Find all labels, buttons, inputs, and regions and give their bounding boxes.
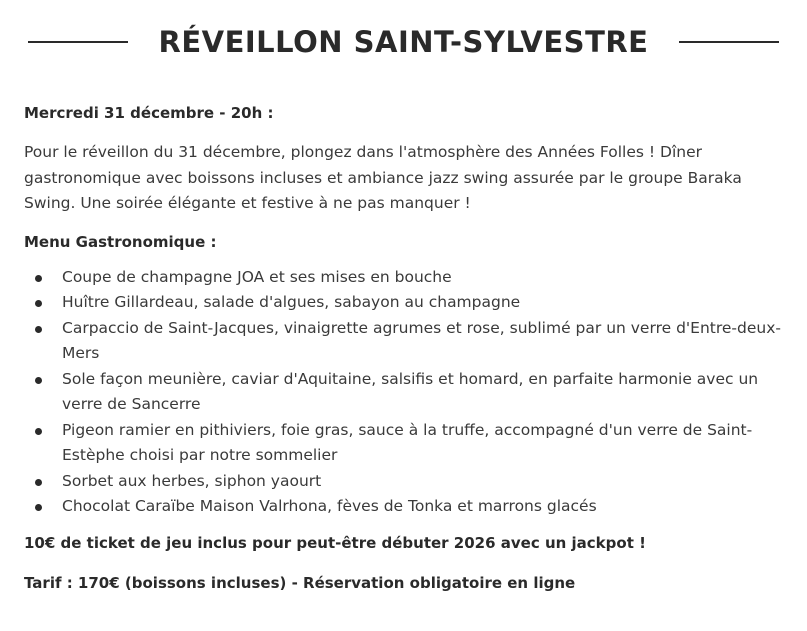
menu-list — [24, 265, 784, 520]
title-left-rule — [28, 41, 128, 43]
menu-item-text: Huître Gillardeau, salade d'algues, sabayon au champagne — [62, 293, 521, 311]
menu-item-text: Sole façon meunière, caviar d'Aquitaine, salsifis et homard, en parfaite harmonie avec un verre de Sancerre — [62, 369, 759, 413]
page-title: RÉVEILLON SAINT-SYLVESTRE — [158, 25, 649, 59]
menu-item-text: Coupe de champagne JOA et ses mises en bouche — [62, 267, 452, 286]
price-note: Tarif : 170€ (boissons incluses) - Réservation obligatoire en ligne — [24, 573, 576, 592]
menu-item — [24, 469, 784, 495]
menu-item — [24, 494, 784, 520]
bullet-icon — [35, 300, 42, 307]
bullet-icon — [35, 275, 42, 282]
jackpot-note: 10€ de ticket de jeu inclus pour peut-être débuter 2026 avec un jackpot ! — [24, 533, 646, 552]
menu-item — [24, 418, 784, 469]
menu-item — [24, 290, 784, 316]
menu-title: Menu Gastronomique : — [24, 232, 217, 251]
bullet-icon — [35, 377, 42, 384]
bullet-icon — [35, 428, 42, 435]
title-row — [0, 22, 807, 62]
event-content — [24, 100, 784, 596]
menu-item-text: Chocolat Caraïbe Maison Valrhona, fèves de Tonka et marrons glacés — [62, 497, 597, 515]
title-right-rule — [679, 41, 779, 43]
menu-item-text: Pigeon ramier en pithiviers, foie gras, sauce à la truffe, accompagné d'un verre de Saint-Estèphe choisi par notre sommelier — [62, 420, 753, 464]
menu-item — [24, 265, 784, 291]
menu-item-text: Carpaccio de Saint-Jacques, vinaigrette agrumes et rose, sublimé par un verre d'Entre-deux-Mers — [62, 318, 781, 362]
menu-item-text: Sorbet aux herbes, siphon yaourt — [62, 471, 322, 490]
event-intro: Pour le réveillon du 31 décembre, plongez dans l'atmosphère des Années Folles ! Dîner gastronomique avec boissons incluses et ambiance jazz swing assurée par le groupe Baraka Swing. Une soirée élégante et festive à ne pas manquer ! — [24, 143, 742, 212]
event-date: Mercredi 31 décembre - 20h : — [24, 104, 274, 122]
bullet-icon — [35, 326, 42, 333]
menu-item — [24, 367, 784, 418]
menu-item — [24, 316, 784, 367]
bullet-icon — [35, 479, 42, 486]
bullet-icon — [35, 504, 42, 511]
